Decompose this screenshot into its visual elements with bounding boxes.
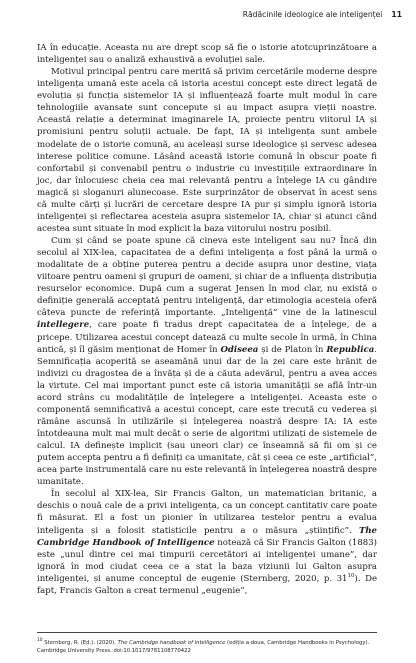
- paragraph: [37, 235, 377, 488]
- body-text: [37, 42, 377, 597]
- text-run: IA în educație. Aceasta nu are drept scop să fie o istorie atotcuprinzătoare a inteligenței sau o analiză exhaustivă a evoluției sale.: [37, 43, 377, 66]
- text-run: . Semnificația acoperită se aseamănă unui dar de la zei care este hrănit de indivizi cu dragostea de a învăța și de a căuta adevărul, pentru a avea acces la virtute. Cel mai important punct este că istoria umanității se află într-un acord strâns cu modalitățile de înțelegere a inteligenței. Aceasta este o componentă semnificativă a acestui concept, care este trecută cu vederea și rămâne ascunsă în utilizările și înțelegerea noastră despre IA: IA este întotdeauna mult mai mult decât o serie de algoritmi utilizați de sistemele de calcul. IA definește implicit (sau uneori clar) ce înseamnă să fii om și ce putem accepta pentru a fi definiți ca umanitate, cât și ceea ce este „artificial”, acea parte instrumentală care nu este relevantă în înțelegerea noastră despre umanitate.: [37, 344, 377, 488]
- title-italic: Odiseea: [220, 344, 259, 355]
- title-italic: The Cambridge Handbook of Intelligence: [37, 525, 377, 548]
- title-italic: intellegere: [37, 320, 90, 331]
- footnote-marker: 10: [347, 572, 355, 579]
- text-run: și de Platon în: [258, 344, 327, 355]
- text-run: notează că Sir Francis Galton (1883) este „unul dintre cei mai timpurii cercetători ai inteligenței umane”, dar ignoră în mod ciudat ceea ce a stat la baza viziunii lui Galton asupra inteligenței, și anume conceptul de eugenie (Sternberg, 2020, p. 31: [37, 537, 377, 584]
- running-header: [243, 10, 402, 19]
- running-title: Rădăcinile ideologice ale inteligenței: [242, 10, 383, 19]
- paragraph: [37, 488, 377, 597]
- paragraph: [37, 66, 377, 235]
- paragraph: [37, 42, 377, 66]
- text-run: În secolul al XIX-lea, Sir Francis Galton, un matematician britanic, a deschis o nouă cale de a privi inteligența, ca un concept cantitativ care poate fi măsurat. El a fost un pionier în utilizarea testelor pentru a evalua inteligența și a folosit statisticile pentru a o măsura „științific”.: [37, 489, 377, 536]
- footnote-marker: 10: [37, 638, 43, 643]
- title-italic: The Cambridge handbook of intelligence: [117, 639, 226, 646]
- text-run: Sternberg, R. (Ed.). (2020).: [42, 639, 118, 646]
- text-run: (ediția a doua, Cambridge Handbooks in Psychology). Cambridge University Press. doi:10.1017/9781108770422: [37, 639, 370, 654]
- page-number: 11: [391, 10, 402, 19]
- text-run: , care poate fi tradus drept capacitatea de a înțelege, de a pricepe. Utilizarea acestui concept datează cu multe secole în urmă, în China antică, și îl găsim menționat de Homer în: [37, 320, 377, 355]
- text-run: ). De fapt, Francis Galton a creat termenul „eugenie”,: [37, 573, 377, 596]
- text-run: Motivul principal pentru care merită să privim cercetările moderne despre inteligența umană este acela că istoria acestui concept este direct legată de evoluția și funcția sistemelor IA și influențează foarte mult modul în care tehnologiile avansate sunt concepute și au impact asupra vieții noastre. Această relație a determinat imaginarele IA, proiecte pentru viitorul IA și promisiuni pentru soluții actuale. De fapt, IA și inteligența sunt ambele modelate de o istorie comună, au aceleași surse ideologice și servesc adesea interese politice comune. Lăsând această istorie comună în obscur poate fi confortabil și convenabil pentru o industrie cu investițiile extraordinare în joc, dar înlocuiesc cheia cea mai relevantă pentru a înțelege IA cu gândire magică și sloganuri alunecoase. Este surprinzător de observat în acest sens că multe cărți și lucrări de cercetare despre IA pur și simplu ignoră istoria inteligenței și reflectarea acesteia asupra sistemelor IA, chiar și atunci când acestea sunt situate în mod explicit la baza viitorului nostru posibil.: [37, 67, 377, 234]
- text-run: Cum și când se poate spune că cineva este inteligent sau nu? Încă din secolul al XIX-lea, capacitatea de a defini inteligența a fost până la urmă o modalitate de a obține puterea pentru a decide asupra unor destine, viața viitoare pentru oameni și grupuri de oameni, și chiar de a influența distribuția resurselor economice. După cum a sugerat Jensen în mod clar, nu există o definiție generală acceptată pentru inteligență, dar etimologia acesteia oferă câteva puncte de referință importante. „Inteligență” vine de la latinescul: [37, 236, 377, 319]
- footnote-divider: [37, 632, 377, 633]
- title-italic: Republica: [326, 344, 375, 355]
- footnote: [37, 637, 377, 655]
